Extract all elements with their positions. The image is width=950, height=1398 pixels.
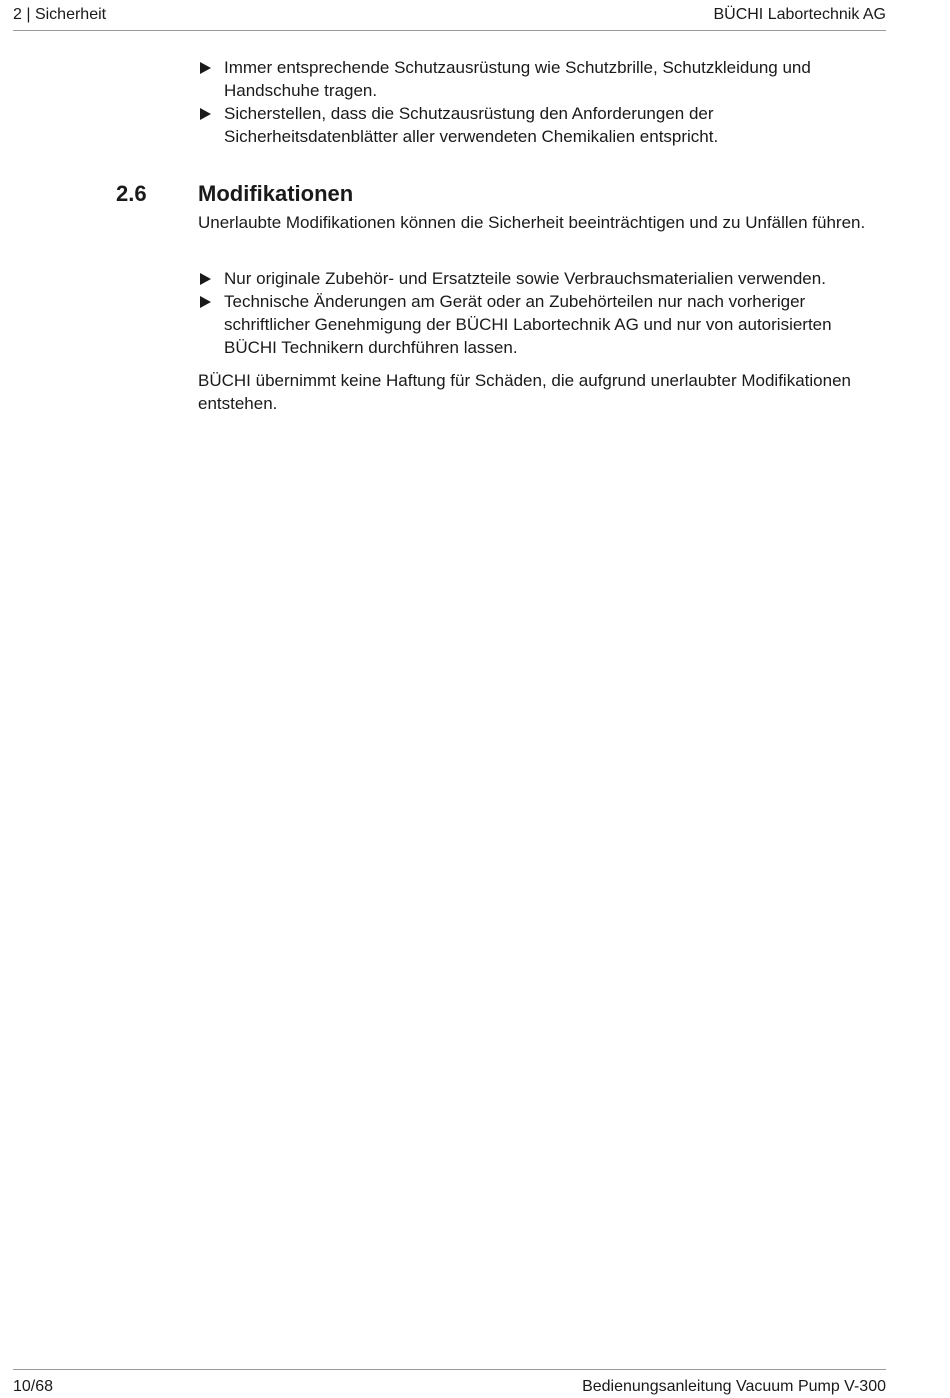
page-footer <box>13 1369 886 1398</box>
list-item-text: Immer entsprechende Schutzausrüstung wie Schutzbrille, Schutzkleidung und Handschuhe tragen. <box>224 58 811 100</box>
liability-note: BÜCHI übernimmt keine Haftung für Schäden, die aufgrund unerlaubter Modifikationen entstehen. <box>198 371 851 413</box>
list-item-text: Sicherstellen, dass die Schutzausrüstung den Anforderungen der Sicherheitsdatenblätter aller verwendeten Chemikalien entspricht. <box>224 104 719 146</box>
triangle-bullet-icon <box>200 296 211 308</box>
triangle-bullet-icon <box>200 108 211 120</box>
page-header <box>13 5 886 31</box>
document-title: Bedienungsanleitung Vacuum Pump V-300 <box>582 1378 886 1395</box>
list-item <box>198 56 888 102</box>
triangle-bullet-icon <box>200 273 211 285</box>
triangle-bullet-icon <box>200 62 211 74</box>
protective-equipment-list <box>198 56 888 148</box>
section-intro: Unerlaubte Modifikationen können die Sicherheit beeinträchtigen und zu Unfällen führen. <box>198 213 866 232</box>
header-company: BÜCHI Labortechnik AG <box>713 6 886 23</box>
list-item-text: Nur originale Zubehör- und Ersatzteile sowie Verbrauchsmaterialien verwenden. <box>224 269 826 288</box>
list-item <box>198 102 888 148</box>
section-number: 2.6 <box>116 181 147 206</box>
header-chapter: 2 | Sicherheit <box>13 6 107 23</box>
list-item <box>198 290 888 359</box>
section-title: Modifikationen <box>198 181 354 206</box>
modification-rules-list <box>198 267 888 359</box>
page-number: 10/68 <box>13 1378 54 1395</box>
list-item <box>198 267 888 290</box>
list-item-text: Technische Änderungen am Gerät oder an Zubehörteilen nur nach vorheriger schriftlicher Genehmigung der BÜCHI Labortechnik AG und nur von autorisierten BÜCHI Technikern durchführen lassen. <box>224 292 832 357</box>
